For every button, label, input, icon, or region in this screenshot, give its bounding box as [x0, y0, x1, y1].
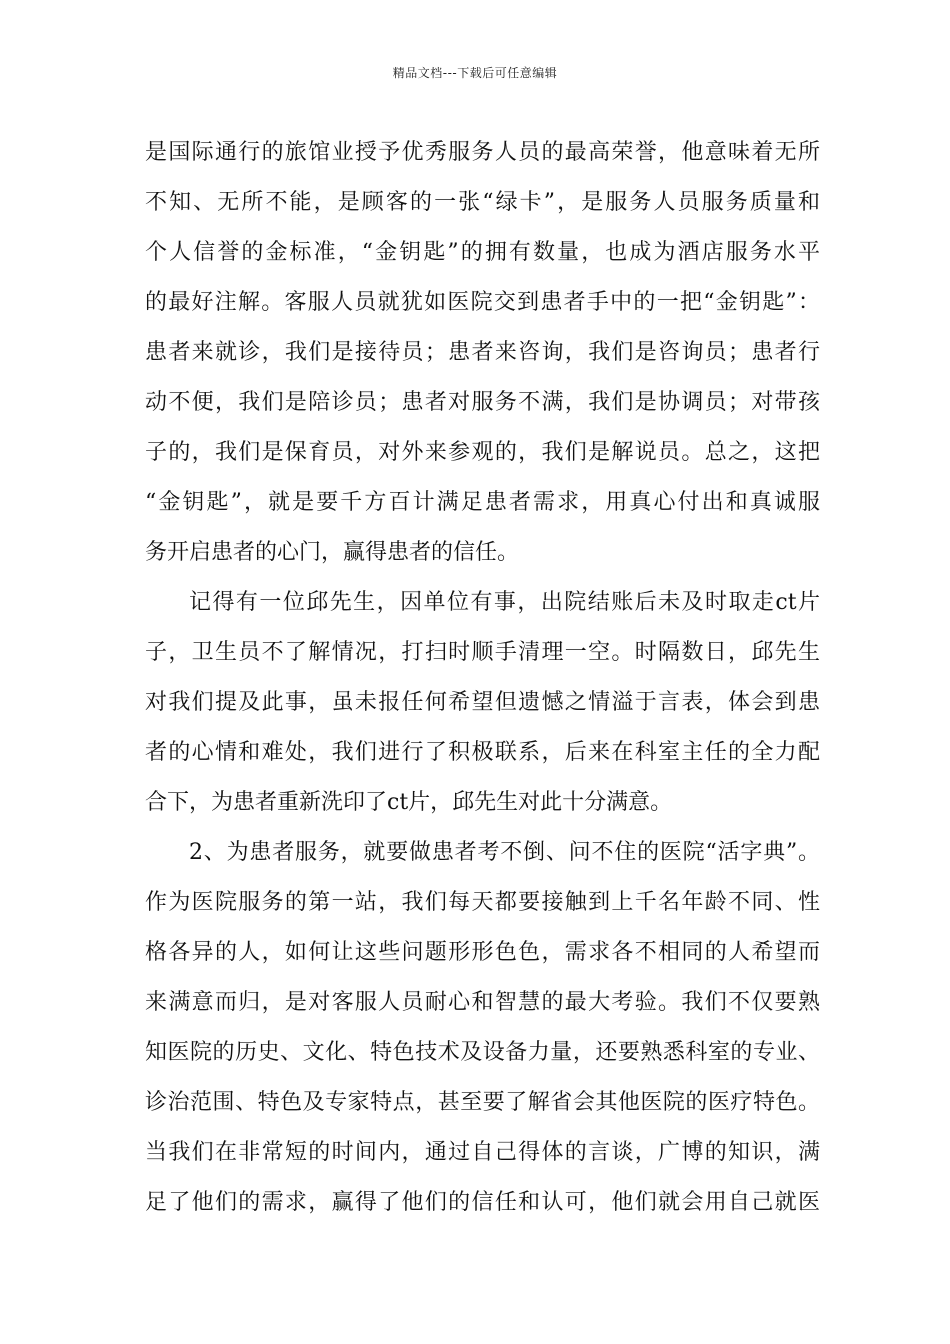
- text-line: 合下，为患者重新洗印了ct片，邱先生对此十分满意。: [145, 790, 673, 815]
- text-line: 知医院的历史、文化、特色技术及设备力量，还要熟悉科室的专业、: [145, 1040, 820, 1065]
- text-line: 子的，我们是保育员，对外来参观的，我们是解说员。总之，这把: [145, 440, 820, 465]
- document-body: [145, 128, 820, 1228]
- text-line: 当我们在非常短的时间内，通过自己得体的言谈，广博的知识，满: [145, 1140, 820, 1165]
- text-line: “金钥匙”，就是要千方百计满足患者需求，用真心付出和真诚服: [145, 490, 820, 515]
- text-line: 足了他们的需求，赢得了他们的信任和认可，他们就会用自己就医: [145, 1190, 820, 1215]
- text-line: 是国际通行的旅馆业授予优秀服务人员的最高荣誉，他意味着无所: [145, 140, 820, 165]
- text-line: 记得有一位邱先生，因单位有事，出院结账后未及时取走ct片: [189, 590, 820, 615]
- paragraph-3: [145, 828, 820, 1228]
- text-line: 作为医院服务的第一站，我们每天都要接触到上千名年龄不同、性: [145, 890, 820, 915]
- text-line: 诊治范围、特色及专家特点，甚至要了解省会其他医院的医疗特色。: [145, 1090, 820, 1115]
- text-line: 对我们提及此事，虽未报任何希望但遗憾之情溢于言表，体会到患: [145, 690, 820, 715]
- text-line: 格各异的人，如何让这些问题形形色色，需求各不相同的人希望而: [145, 940, 820, 965]
- paragraph-2: [145, 578, 820, 828]
- text-line: 动不便，我们是陪诊员；患者对服务不满，我们是协调员；对带孩: [145, 390, 820, 415]
- text-line: 的最好注解。客服人员就犹如医院交到患者手中的一把“金钥匙”：: [145, 290, 820, 315]
- text-line: 2、为患者服务，就要做患者考不倒、问不住的医院“活字典”。: [189, 840, 820, 865]
- text-line: 不知、无所不能，是顾客的一张“绿卡”，是服务人员服务质量和: [145, 190, 820, 215]
- text-line: 务开启患者的心门，赢得患者的信任。: [145, 540, 520, 565]
- paragraph-1: [145, 128, 820, 578]
- text-line: 来满意而归，是对客服人员耐心和智慧的最大考验。我们不仅要熟: [145, 990, 820, 1015]
- text-line: 者的心情和难处，我们进行了积极联系，后来在科室主任的全力配: [145, 740, 820, 765]
- text-line: 个人信誉的金标准，“金钥匙”的拥有数量，也成为酒店服务水平: [145, 240, 820, 265]
- page-header: 精品文档---下载后可任意编辑: [392, 66, 558, 80]
- text-line: 患者来就诊，我们是接待员；患者来咨询，我们是咨询员；患者行: [145, 340, 820, 365]
- text-line: 子，卫生员不了解情况，打扫时顺手清理一空。时隔数日，邱先生: [145, 640, 820, 665]
